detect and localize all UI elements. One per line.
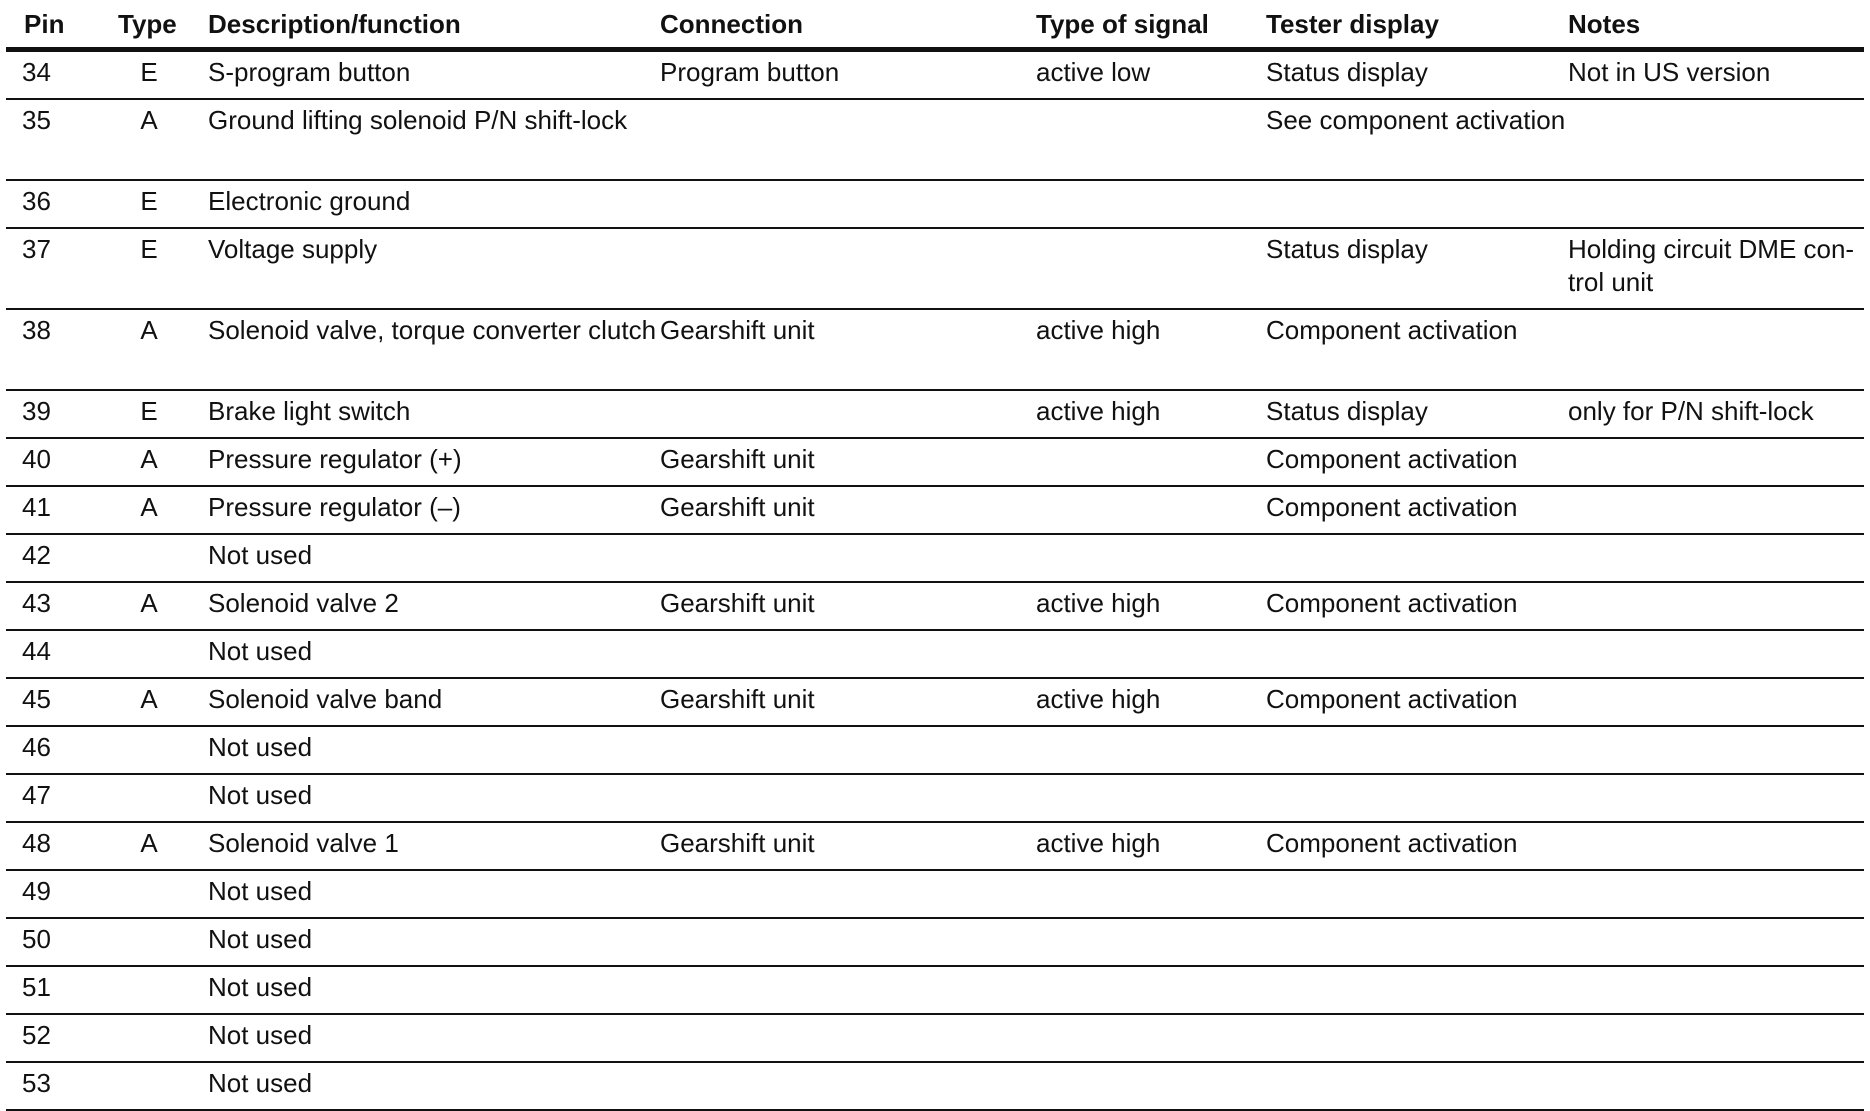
signal-type-cell [1036, 774, 1266, 822]
type-cell [110, 1014, 188, 1062]
connection-cell: Gearshift unit [660, 309, 1036, 390]
notes-cell [1568, 678, 1864, 726]
description-cell: Ground lifting solenoid P/N shift-lock [188, 99, 660, 180]
table-row [6, 180, 1864, 228]
type-cell [110, 870, 188, 918]
tester-display-cell: Status display [1266, 228, 1568, 309]
table-row [6, 50, 1864, 100]
tester-display-cell [1266, 774, 1568, 822]
tester-display-cell: Component activation [1266, 309, 1568, 390]
tester-display-cell: See component activation [1266, 99, 1568, 180]
connection-cell: Gearshift unit [660, 678, 1036, 726]
type-cell: A [110, 582, 188, 630]
connection-cell [660, 534, 1036, 582]
signal-type-cell: active low [1036, 50, 1266, 100]
tester-display-cell [1266, 180, 1568, 228]
connection-cell [660, 99, 1036, 180]
description-cell: Not used [188, 774, 660, 822]
pin-cell: 43 [6, 582, 110, 630]
header-description: Description/function [188, 4, 660, 50]
type-cell: A [110, 822, 188, 870]
type-cell [110, 726, 188, 774]
pin-cell: 42 [6, 534, 110, 582]
table-row [6, 486, 1864, 534]
connection-cell [660, 774, 1036, 822]
type-cell [110, 1062, 188, 1110]
header-connection: Connection [660, 4, 1036, 50]
tester-display-cell: Component activation [1266, 822, 1568, 870]
description-cell: Not used [188, 1014, 660, 1062]
header-signal-type: Type of signal [1036, 4, 1266, 50]
pin-cell: 38 [6, 309, 110, 390]
pin-assignment-table [6, 4, 1864, 1111]
connection-cell: Gearshift unit [660, 486, 1036, 534]
type-cell: A [110, 438, 188, 486]
description-cell: Not used [188, 870, 660, 918]
connection-cell [660, 1014, 1036, 1062]
type-cell [110, 630, 188, 678]
tester-display-cell: Component activation [1266, 486, 1568, 534]
table-header-row [6, 4, 1864, 50]
signal-type-cell [1036, 99, 1266, 180]
table-row [6, 918, 1864, 966]
table-row [6, 966, 1864, 1014]
signal-type-cell [1036, 486, 1266, 534]
header-tester-display: Tester display [1266, 4, 1568, 50]
pin-cell: 47 [6, 774, 110, 822]
pin-cell: 37 [6, 228, 110, 309]
pin-cell: 53 [6, 1062, 110, 1110]
signal-type-cell [1036, 228, 1266, 309]
description-cell: Not used [188, 918, 660, 966]
tester-display-cell: Component activation [1266, 438, 1568, 486]
tester-display-cell [1266, 534, 1568, 582]
pin-cell: 52 [6, 1014, 110, 1062]
notes-cell [1568, 99, 1864, 180]
notes-cell: Not in US version [1568, 50, 1864, 100]
notes-cell [1568, 438, 1864, 486]
type-cell: A [110, 678, 188, 726]
connection-cell [660, 630, 1036, 678]
type-cell: E [110, 180, 188, 228]
type-cell: A [110, 486, 188, 534]
notes-cell [1568, 966, 1864, 1014]
table-row [6, 678, 1864, 726]
table-row [6, 870, 1864, 918]
pin-cell: 45 [6, 678, 110, 726]
signal-type-cell [1036, 918, 1266, 966]
table-row [6, 630, 1864, 678]
tester-display-cell [1266, 966, 1568, 1014]
signal-type-cell: active high [1036, 822, 1266, 870]
table-row [6, 1014, 1864, 1062]
tester-display-cell: Component activation [1266, 582, 1568, 630]
connection-cell: Gearshift unit [660, 582, 1036, 630]
description-cell: Voltage supply [188, 228, 660, 309]
tester-display-cell [1266, 1014, 1568, 1062]
signal-type-cell [1036, 630, 1266, 678]
connection-cell [660, 726, 1036, 774]
notes-cell [1568, 822, 1864, 870]
table-row [6, 390, 1864, 438]
table-row [6, 99, 1864, 180]
table-row [6, 228, 1864, 309]
signal-type-cell [1036, 180, 1266, 228]
header-notes: Notes [1568, 4, 1864, 50]
table-row [6, 438, 1864, 486]
tester-display-cell: Component activation [1266, 678, 1568, 726]
table-row [6, 534, 1864, 582]
pin-cell: 50 [6, 918, 110, 966]
tester-display-cell [1266, 918, 1568, 966]
pin-cell: 40 [6, 438, 110, 486]
notes-cell [1568, 630, 1864, 678]
header-type: Type [110, 4, 188, 50]
tester-display-cell: Status display [1266, 390, 1568, 438]
type-cell [110, 534, 188, 582]
notes-cell: only for P/N shift-lock [1568, 390, 1864, 438]
notes-cell: Holding circuit DME con-trol unit [1568, 228, 1864, 309]
pin-cell: 34 [6, 50, 110, 100]
notes-cell [1568, 309, 1864, 390]
connection-cell [660, 180, 1036, 228]
pin-cell: 49 [6, 870, 110, 918]
pin-cell: 44 [6, 630, 110, 678]
connection-cell [660, 966, 1036, 1014]
description-cell: Not used [188, 726, 660, 774]
pin-cell: 48 [6, 822, 110, 870]
type-cell [110, 966, 188, 1014]
signal-type-cell [1036, 870, 1266, 918]
description-cell: Not used [188, 966, 660, 1014]
pin-cell: 46 [6, 726, 110, 774]
notes-cell [1568, 582, 1864, 630]
connection-cell [660, 228, 1036, 309]
pin-cell: 36 [6, 180, 110, 228]
type-cell: A [110, 309, 188, 390]
notes-cell [1568, 918, 1864, 966]
connection-cell [660, 1062, 1036, 1110]
notes-cell [1568, 1062, 1864, 1110]
description-cell: Pressure regulator (+) [188, 438, 660, 486]
table-row [6, 774, 1864, 822]
notes-cell [1568, 1014, 1864, 1062]
table-row [6, 822, 1864, 870]
tester-display-cell [1266, 870, 1568, 918]
description-cell: Electronic ground [188, 180, 660, 228]
notes-cell [1568, 486, 1864, 534]
tester-display-cell: Status display [1266, 50, 1568, 100]
signal-type-cell [1036, 438, 1266, 486]
tester-display-cell [1266, 630, 1568, 678]
pin-cell: 39 [6, 390, 110, 438]
description-cell: Not used [188, 534, 660, 582]
pin-cell: 51 [6, 966, 110, 1014]
table-row [6, 1062, 1864, 1110]
notes-cell [1568, 726, 1864, 774]
notes-cell [1568, 534, 1864, 582]
signal-type-cell [1036, 726, 1266, 774]
connection-cell: Gearshift unit [660, 438, 1036, 486]
signal-type-cell: active high [1036, 390, 1266, 438]
description-cell: Solenoid valve, torque converter clutch [188, 309, 660, 390]
signal-type-cell [1036, 1062, 1266, 1110]
signal-type-cell [1036, 966, 1266, 1014]
notes-cell [1568, 870, 1864, 918]
description-cell: Pressure regulator (–) [188, 486, 660, 534]
signal-type-cell: active high [1036, 678, 1266, 726]
connection-cell [660, 390, 1036, 438]
description-cell: Not used [188, 630, 660, 678]
header-pin: Pin [6, 4, 110, 50]
type-cell [110, 774, 188, 822]
table-row [6, 726, 1864, 774]
connection-cell: Gearshift unit [660, 822, 1036, 870]
pin-cell: 41 [6, 486, 110, 534]
type-cell: E [110, 228, 188, 309]
pin-cell: 35 [6, 99, 110, 180]
description-cell: Brake light switch [188, 390, 660, 438]
table-row [6, 582, 1864, 630]
signal-type-cell [1036, 1014, 1266, 1062]
description-cell: Solenoid valve 2 [188, 582, 660, 630]
connection-cell [660, 870, 1036, 918]
table-body [6, 50, 1864, 1111]
notes-cell [1568, 774, 1864, 822]
type-cell [110, 918, 188, 966]
description-cell: Solenoid valve band [188, 678, 660, 726]
notes-cell [1568, 180, 1864, 228]
signal-type-cell [1036, 534, 1266, 582]
signal-type-cell: active high [1036, 309, 1266, 390]
description-cell: Not used [188, 1062, 660, 1110]
connection-cell: Program button [660, 50, 1036, 100]
type-cell: A [110, 99, 188, 180]
type-cell: E [110, 390, 188, 438]
table-row [6, 309, 1864, 390]
type-cell: E [110, 50, 188, 100]
tester-display-cell [1266, 1062, 1568, 1110]
signal-type-cell: active high [1036, 582, 1266, 630]
description-cell: Solenoid valve 1 [188, 822, 660, 870]
connection-cell [660, 918, 1036, 966]
description-cell: S-program button [188, 50, 660, 100]
tester-display-cell [1266, 726, 1568, 774]
